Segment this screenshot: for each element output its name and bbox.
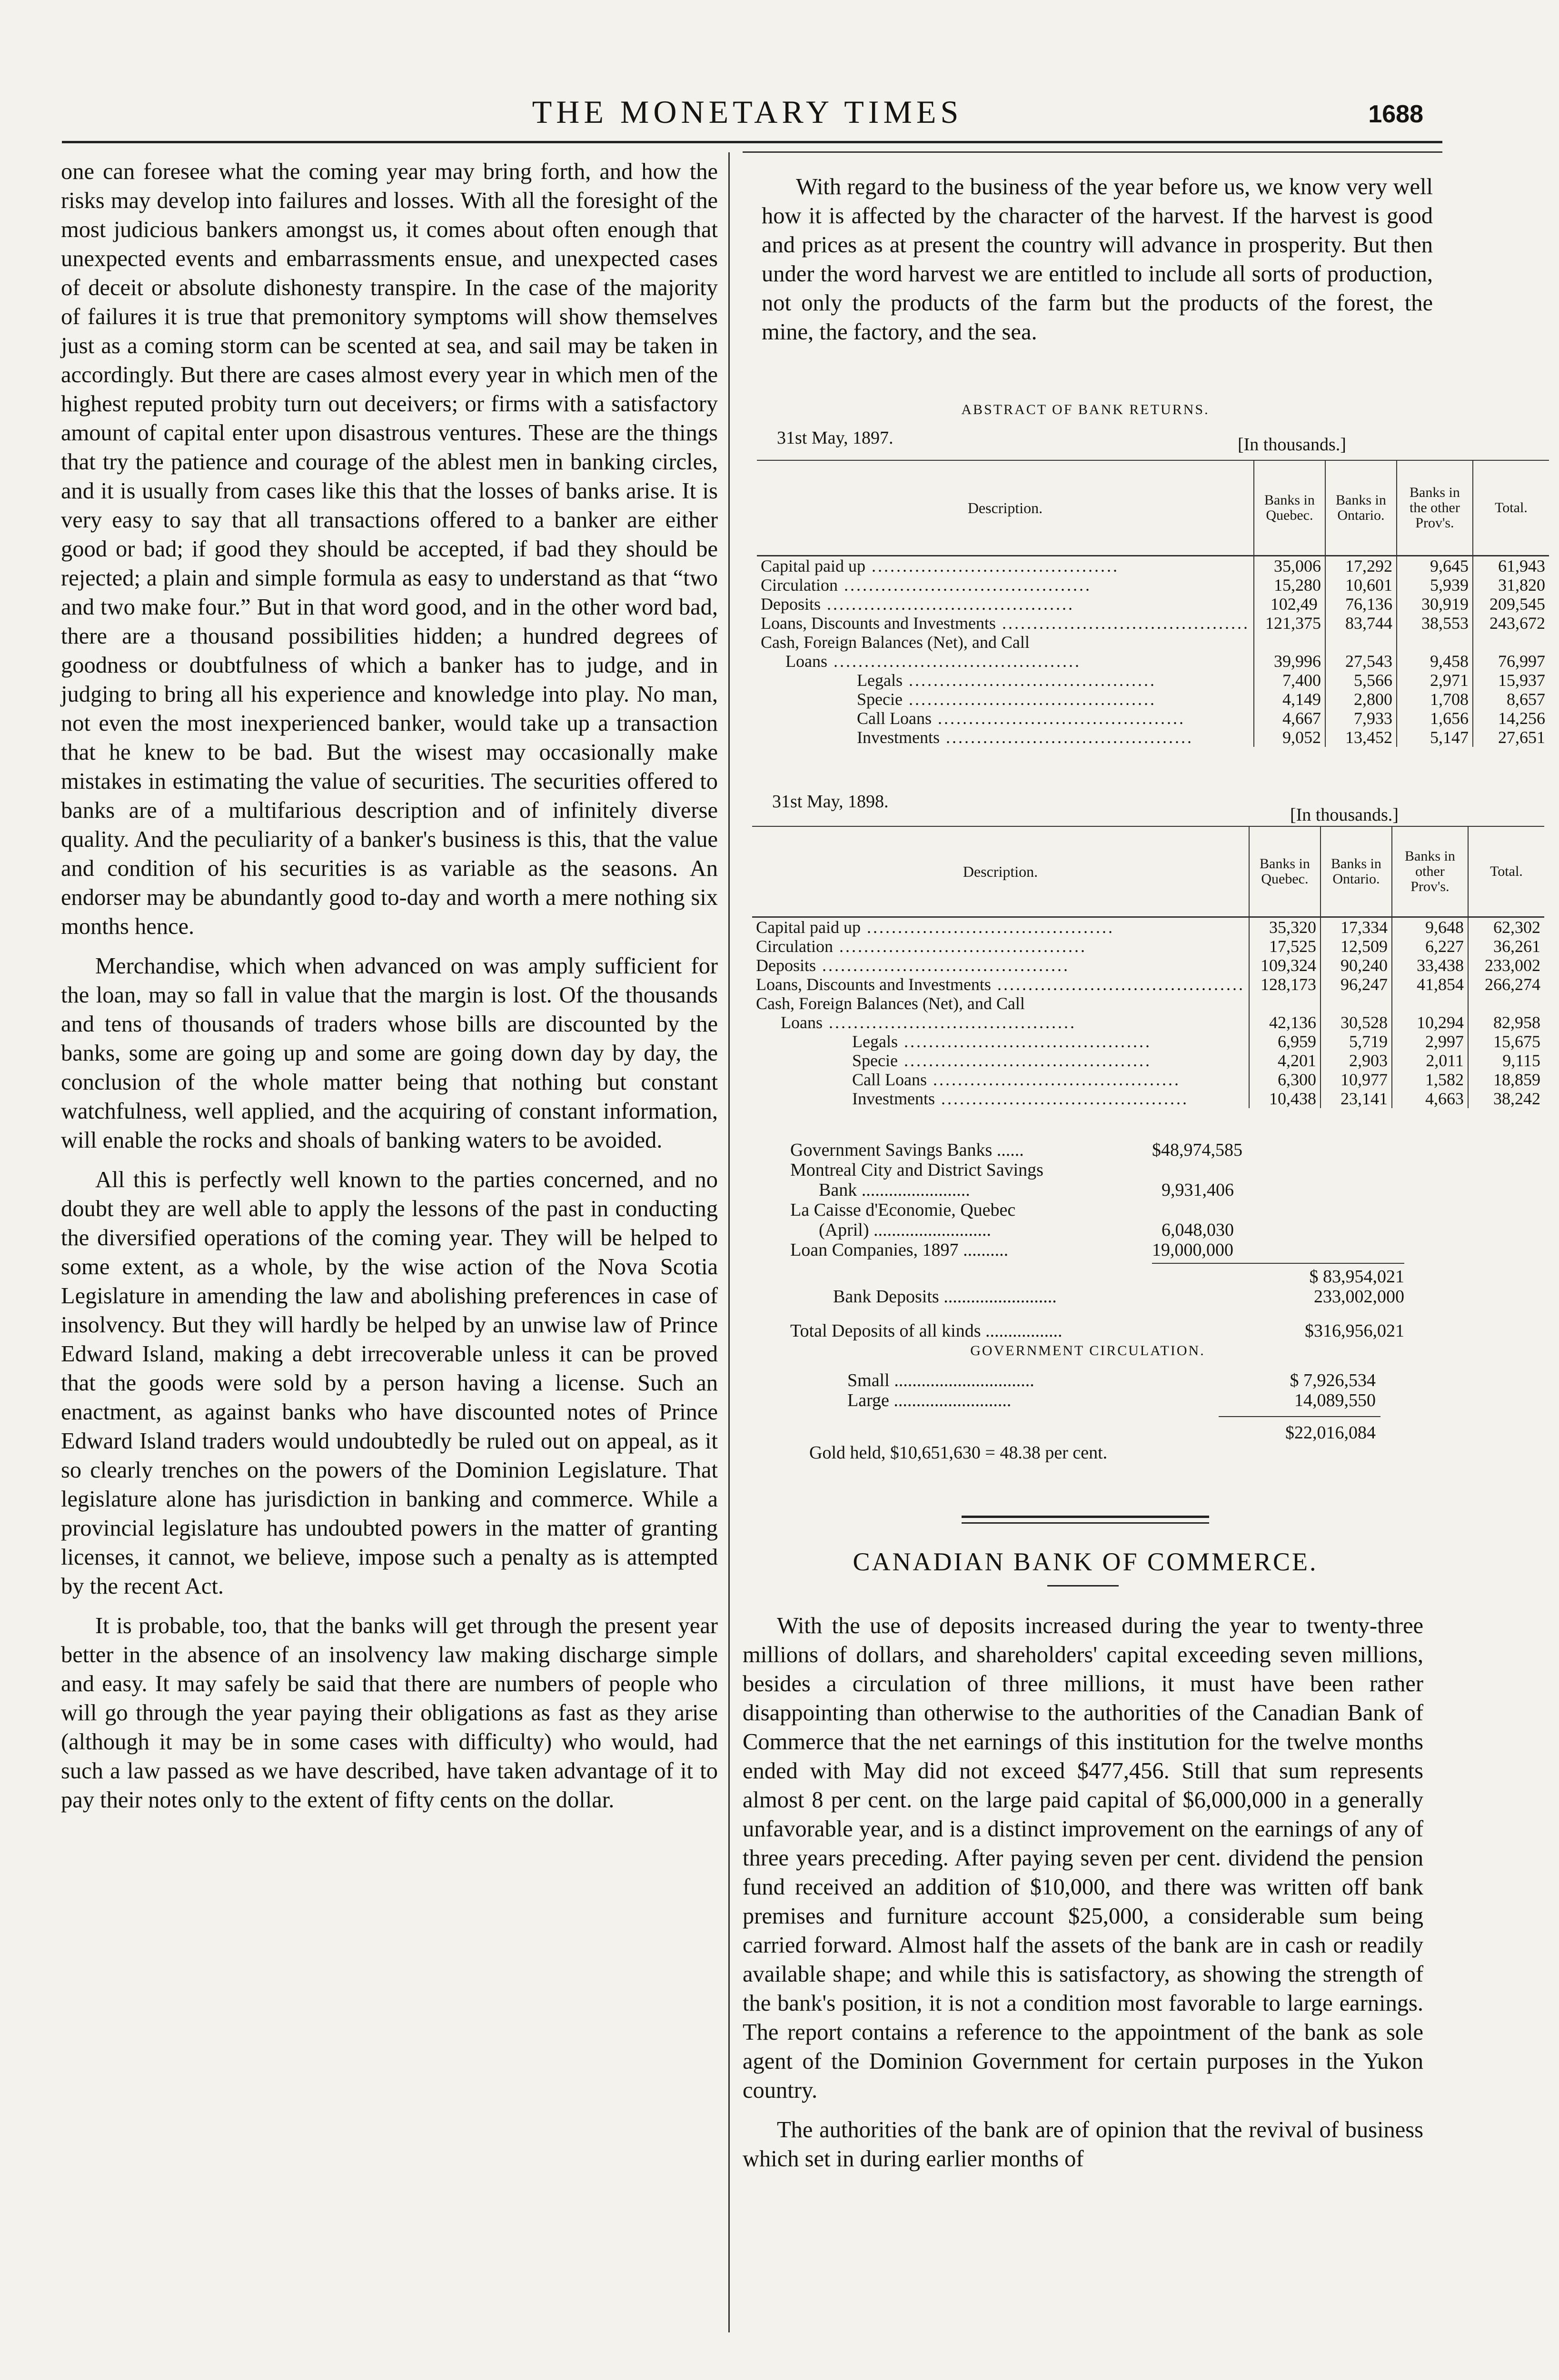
table-cell: 2,800 — [1325, 690, 1397, 709]
table-cell: 209,545 — [1473, 595, 1549, 614]
table-row: Specie ........................................ 4,149 2,800 1,708 8,657 — [757, 690, 1549, 709]
paragraph: With the use of deposits increased during the year to twenty-three millions of dollars, and shareholders' capital exceeding seven millions, besides a circulation of three millions, it must have been rather disappointing than otherwise to the authorities of the Canadian Bank of Commerce that the net earnings of this institution for the twelve months ended with May did not exceed $477,456. Still that sum represents almost 8 per cent. on the large paid capital of $6,000,000 in a generally unfavorable year, and is a distinct improvement on the earnings of any of three years preceding. After paying seven per cent. dividend the pension fund received an addition of $10,000, and there was written off bank premises and furniture account $25,000, a considerable sum being carried forward. Almost half the assets of the bank are in cash or readily available shape; and while this is satisfactory, as showing the strength of the bank's position, it is not a condition most favorable to large earnings. The report contains a reference to the appointment of the bank as sole agent of the Dominion Government for certain purposes in the Yukon country. — [743, 1613, 1423, 2103]
table-cell: 128,173 — [1249, 975, 1321, 994]
table-cell: 7,400 — [1254, 671, 1325, 690]
paragraph: With regard to the business of the year before us, we know very well how it is affected by the character of the harvest. If the harvest is good and prices as at present the country will advance in prosperity. But then under the word harvest we are entitled to include all sorts of production, not only the products of the farm but the products of the forest, the mine, the factory, and the sea. — [762, 174, 1433, 345]
table-cell: 27,543 — [1325, 652, 1397, 671]
right-column-article — [743, 1611, 1423, 2184]
col-header: Banks in the other Prov's. — [1397, 460, 1473, 555]
summary-value: 9,931,406 — [1162, 1180, 1234, 1200]
table-cell: 76,136 — [1325, 595, 1397, 614]
table-cell: 1,582 — [1392, 1070, 1468, 1089]
summary-label: Large — [847, 1390, 889, 1410]
table-cell: 36,261 — [1468, 937, 1544, 956]
circulation-total: $22,016,084 — [1285, 1423, 1376, 1443]
table-cell: 5,147 — [1397, 728, 1473, 747]
table-cell: 7,933 — [1325, 709, 1397, 728]
table-cell: 10,438 — [1249, 1089, 1321, 1108]
table-cell: 1,708 — [1397, 690, 1473, 709]
table-cell: 109,324 — [1249, 956, 1321, 975]
col-header: Banks in Quebec. — [1254, 460, 1325, 555]
table-cell: 5,566 — [1325, 671, 1397, 690]
summary-label: Bank — [819, 1180, 857, 1200]
table-cell — [1397, 633, 1473, 652]
row-label: Capital paid up — [761, 556, 865, 575]
paragraph: The authorities of the bank are of opinion that the revival of business which set in during earlier months of — [743, 2117, 1423, 2172]
summary-label: Small — [847, 1370, 890, 1390]
row-label: Specie — [852, 1051, 898, 1070]
section-title: CANADIAN BANK OF COMMERCE. — [853, 1547, 1318, 1576]
summary-label: La Caisse d'Economie, Quebec — [790, 1200, 1016, 1220]
abstract-heading: ABSTRACT OF BANK RETURNS. — [961, 402, 1210, 417]
row-label: Loans, Discounts and Investments — [756, 974, 991, 994]
table-cell: 35,320 — [1249, 917, 1321, 937]
table-cell: 76,997 — [1473, 652, 1549, 671]
table-cell: 4,663 — [1392, 1089, 1468, 1108]
table-cell: 9,645 — [1397, 555, 1473, 575]
table-cell: 38,553 — [1397, 614, 1473, 633]
table-1897-units: [In thousands.] — [1238, 435, 1346, 455]
row-label: Specie — [857, 689, 903, 709]
table-cell: 2,997 — [1392, 1032, 1468, 1051]
row-label: Circulation — [756, 936, 833, 956]
table-cell: 15,280 — [1254, 575, 1325, 595]
left-column — [61, 157, 718, 1825]
table-cell: 14,256 — [1473, 709, 1549, 728]
table-row — [757, 633, 1549, 652]
table-1898-date: 31st May, 1898. — [772, 792, 889, 812]
table-cell: 102,49 — [1254, 595, 1325, 614]
table-cell: 96,247 — [1321, 975, 1392, 994]
table-cell — [1321, 994, 1392, 1013]
table-cell: 39,996 — [1254, 652, 1325, 671]
page-number: 1688 — [1368, 100, 1423, 128]
table-cell: 42,136 — [1249, 1013, 1321, 1032]
table-cell — [1468, 994, 1544, 1013]
table-row: Circulation ........................................ 15,280 10,601 5,939 31,820 — [757, 575, 1549, 595]
table-cell: 13,452 — [1325, 728, 1397, 747]
paragraph: Merchandise, which when advanced on was amply sufficient for the loan, may so fall in value that the margin is lost. Of the thousands and tens of thousands of traders whose bills are discounted by the banks, some are going up and some are going down day by day, the conclusion of the whole matter being that nothing but constant watchfulness, well applied, and the acquiring of constant information, will enable the rocks and shoals of banking waters to be avoided. — [61, 953, 718, 1153]
table-cell: 18,859 — [1468, 1070, 1544, 1089]
table-cell: 15,675 — [1468, 1032, 1544, 1051]
table-cell: 10,601 — [1325, 575, 1397, 595]
summary-label: (April) — [819, 1220, 869, 1240]
row-label: Loans — [785, 651, 827, 671]
table-row: Loans ........................................ 42,136 30,528 10,294 82,958 — [752, 1013, 1544, 1032]
summary-label: Government Savings Banks — [790, 1140, 993, 1160]
table-cell: 33,438 — [1392, 956, 1468, 975]
summary-value: 233,002,000 — [1314, 1287, 1404, 1307]
table-row: Specie ........................................ 4,201 2,903 2,011 9,115 — [752, 1051, 1544, 1070]
row-label: Cash, Foreign Balances (Net), and Call — [756, 993, 1025, 1013]
row-label: Deposits — [761, 594, 821, 614]
table-cell: 62,302 — [1468, 917, 1544, 937]
table-cell — [1249, 994, 1321, 1013]
table-cell: 2,971 — [1397, 671, 1473, 690]
paragraph: It is probable, too, that the banks will get through the present year better in the absence of an insolvency law making discharge simple and easy. It may safely be said that there are numbers of people who will go through the year paying their obligations as fast as they arise (although it may be in some cases with difficulty) who would, had such a law passed as we have described, have taken advantage of it to pay their notes only to the extent of fifty cents on the dollar. — [61, 1613, 718, 1813]
col-header: Banks in Ontario. — [1325, 460, 1397, 555]
table-cell: 5,719 — [1321, 1032, 1392, 1051]
col-header: Description. — [963, 863, 1038, 880]
table-cell: 2,903 — [1321, 1051, 1392, 1070]
table-cell: 17,525 — [1249, 937, 1321, 956]
table-cell: 6,959 — [1249, 1032, 1321, 1051]
masthead-rule — [62, 141, 1442, 143]
col-header: Description. — [967, 499, 1043, 516]
summary-label: Loan Companies, 1897 — [790, 1240, 959, 1260]
publication-title: THE MONETARY TIMES — [532, 94, 963, 130]
table-cell: 17,334 — [1321, 917, 1392, 937]
section-rule — [962, 1522, 1209, 1524]
row-label: Cash, Foreign Balances (Net), and Call — [761, 632, 1030, 652]
table-cell: 82,958 — [1468, 1013, 1544, 1032]
summary-label: Bank Deposits — [833, 1287, 939, 1307]
table-cell: 30,919 — [1397, 595, 1473, 614]
col-header: Banks in Quebec. — [1249, 826, 1321, 917]
table-cell: 4,149 — [1254, 690, 1325, 709]
table-cell: 6,300 — [1249, 1070, 1321, 1089]
right-column-intro — [762, 172, 1433, 357]
row-label: Capital paid up — [756, 917, 861, 937]
table-row: Loans ........................................ 39,996 27,543 9,458 76,997 — [757, 652, 1549, 671]
table-cell — [1325, 633, 1397, 652]
table-cell: 9,052 — [1254, 728, 1325, 747]
right-column-top-rule — [743, 151, 1442, 153]
summary-value: $ 7,926,534 — [1290, 1370, 1376, 1390]
table-cell: 10,294 — [1392, 1013, 1468, 1032]
summary-value: $48,974,585 — [1152, 1140, 1242, 1160]
table-cell: 1,656 — [1397, 709, 1473, 728]
table-row: Investments ........................................ 9,052 13,452 5,147 27,651 — [757, 728, 1549, 747]
table-cell: 17,292 — [1325, 555, 1397, 575]
masthead — [71, 93, 1423, 131]
section-rule — [962, 1516, 1209, 1518]
table-row: Circulation ........................................ 17,525 12,509 6,227 36,261 — [752, 937, 1544, 956]
table-row: Capital paid up ........................................ 35,006 17,292 9,645 61,943 — [757, 555, 1549, 575]
row-label: Call Loans — [852, 1070, 927, 1089]
table-row: Loans, Discounts and Investments ........................................ 128,173 96,247 41,854 266,274 — [752, 975, 1544, 994]
table-cell: 23,141 — [1321, 1089, 1392, 1108]
table-cell: 5,939 — [1397, 575, 1473, 595]
row-label: Legals — [852, 1031, 898, 1051]
table-cell: 233,002 — [1468, 956, 1544, 975]
table-cell: 4,667 — [1254, 709, 1325, 728]
row-label: Legals — [857, 670, 903, 690]
paragraph: one can foresee what the coming year may bring forth, and how the risks may develop into failures and losses. With all the foresight of the most judicious bankers amongst us, it comes about often enough that unexpected events and embarrassments ensue, and unexpected cases of deceit or absolute dishonesty transpire. In the case of the majority of failures it is true that premonitory symptoms will show themselves just as a coming storm can be scented at sea, and sail may be taken in accordingly. But there are cases almost every year in which men of the highest reputed probity turn out deceivers; or firms with a satisfactory amount of capital enter upon disastrous ventures. These are the things that try the patience and courage of the ablest men in banking circles, and it is usually from cases like this that the losses of banks arise. It is very easy to say that all transactions offered to a banker are either good or bad; if good they should be accepted, if bad they should be rejected; a plain and simple formula as easy to understand as that “two and two make four.” But in that word good, and in the other word bad, there are a thousand possibilities hidden; a hundred degrees of goodness or doubtfulness of which a banker has to judge, and in judging to bring all his experience and knowledge into play. No man, not even the most inexperienced banker, would take up a transaction that he knew to be bad. But the wisest may occasionally make mistakes in estimating the value of securities. The securities offered to banks are of a multifarious description and of infinitely diverse quality. And the peculiarity of a banker's business is this, that the value and condition of his securities is as variable as the seasons. An endorser may be abundantly good to-day and worth a mere nothing six months hence. — [61, 159, 718, 939]
table-cell: 61,943 — [1473, 555, 1549, 575]
bank-returns-table-1898 — [752, 826, 1544, 1108]
table-cell: 31,820 — [1473, 575, 1549, 595]
table-cell: 38,242 — [1468, 1089, 1544, 1108]
table-cell: 9,648 — [1392, 917, 1468, 937]
row-label: Investments — [857, 727, 940, 747]
table-1898-units: [In thousands.] — [1290, 805, 1399, 825]
row-label: Circulation — [761, 575, 838, 595]
table-cell: 9,458 — [1397, 652, 1473, 671]
deposits-summary: Government Savings Banks ...... $48,974,585 Montreal City and District Savings Bank ........................ 9,931,406 La Caisse d'Economie, Quebec (April) .......................... 6,048,030 Loan Companies, 1897 .......... 19,000,000 $ 83,954,021 Bank Deposits ......................... 233,002,000 Total Deposits of all kinds ................. $316,956,021 GOVERNMENT CIRCULATION. Small ............................... $ 7,926,534 Large .......................... 14,089,550 $22,016,084 Gold held, $10,651,630 = 48.38 per cent. — [790, 1140, 1404, 1463]
table-cell: 27,651 — [1473, 728, 1549, 747]
row-label: Loans, Discounts and Investments — [761, 613, 996, 633]
table-row: Deposits ........................................ 102,49 76,136 30,919 209,545 — [757, 595, 1549, 614]
table-cell — [1392, 994, 1468, 1013]
table-cell: 8,657 — [1473, 690, 1549, 709]
table-1897-date: 31st May, 1897. — [777, 428, 894, 448]
row-label: Loans — [781, 1012, 823, 1032]
table-row — [752, 994, 1544, 1013]
summary-subtotal: $ 83,954,021 — [1309, 1267, 1404, 1287]
table-cell: 2,011 — [1392, 1051, 1468, 1070]
table-row: Investments ........................................ 10,438 23,141 4,663 38,242 — [752, 1089, 1544, 1108]
col-header: Total. — [1473, 460, 1549, 555]
title-underline — [1047, 1585, 1119, 1587]
bank-returns-table-1897 — [757, 460, 1549, 747]
table-cell: 41,854 — [1392, 975, 1468, 994]
table-row: Call Loans ........................................ 4,667 7,933 1,656 14,256 — [757, 709, 1549, 728]
table-row: Deposits ........................................ 109,324 90,240 33,438 233,002 — [752, 956, 1544, 975]
table-cell: 4,201 — [1249, 1051, 1321, 1070]
table-row: Call Loans ........................................ 6,300 10,977 1,582 18,859 — [752, 1070, 1544, 1089]
table-cell — [1254, 633, 1325, 652]
row-label: Call Loans — [857, 708, 932, 728]
table-cell: 35,006 — [1254, 555, 1325, 575]
summary-label: Total Deposits of all kinds — [790, 1321, 981, 1341]
table-row: Capital paid up ........................................ 35,320 17,334 9,648 62,302 — [752, 917, 1544, 937]
column-divider — [728, 152, 730, 2332]
row-label: Investments — [852, 1089, 935, 1108]
table-cell: 6,227 — [1392, 937, 1468, 956]
summary-total: $316,956,021 — [1305, 1321, 1404, 1341]
row-label: Deposits — [756, 955, 816, 975]
table-cell: 243,672 — [1473, 614, 1549, 633]
summary-value: 6,048,030 — [1162, 1220, 1234, 1240]
table-row: Legals ........................................ 7,400 5,566 2,971 15,937 — [757, 671, 1549, 690]
summary-value: 14,089,550 — [1294, 1390, 1376, 1410]
table-cell — [1473, 633, 1549, 652]
table-cell: 30,528 — [1321, 1013, 1392, 1032]
table-cell: 15,937 — [1473, 671, 1549, 690]
col-header: Total. — [1468, 826, 1544, 917]
gold-held: Gold held, $10,651,630 = 48.38 per cent. — [809, 1443, 1108, 1463]
table-cell: 90,240 — [1321, 956, 1392, 975]
table-cell: 83,744 — [1325, 614, 1397, 633]
paragraph: All this is perfectly well known to the parties concerned, and no doubt they are well able to apply the lessons of the past in conducting the diversified operations of the coming year. They will be helped to some extent, as a whole, by the wise action of the Nova Scotia Legislature in amending the law and abolishing preferences in case of insolvency. But they will hardly be helped by an unwise law of Prince Edward Island, making a debt irrecoverable unless it can be proved that the goods were sold by a person having a license. Such an enactment, as against banks who have discounted notes of Prince Edward Island traders would undoubtedly be ruled out on appeal, as it so clearly trenches on the powers of the Dominion Legislature. That legislature alone has jurisdiction in banking and commerce. While a provincial legislature has undoubted powers in the matter of granting licenses, it cannot, we believe, impose such a penalty as is attempted by the recent Act. — [61, 1167, 718, 1599]
col-header: Banks in other Prov's. — [1392, 826, 1468, 917]
table-cell: 9,115 — [1468, 1051, 1544, 1070]
summary-label: Montreal City and District Savings — [790, 1160, 1043, 1180]
table-cell: 10,977 — [1321, 1070, 1392, 1089]
col-header: Banks in Ontario. — [1321, 826, 1392, 917]
table-cell: 266,274 — [1468, 975, 1544, 994]
table-cell: 121,375 — [1254, 614, 1325, 633]
table-row: Loans, Discounts and Investments ........................................ 121,375 83,744 38,553 243,672 — [757, 614, 1549, 633]
summary-value: 19,000,000 — [1152, 1240, 1233, 1260]
circulation-heading: GOVERNMENT CIRCULATION. — [970, 1343, 1205, 1359]
table-cell: 12,509 — [1321, 937, 1392, 956]
table-row: Legals ........................................ 6,959 5,719 2,997 15,675 — [752, 1032, 1544, 1051]
